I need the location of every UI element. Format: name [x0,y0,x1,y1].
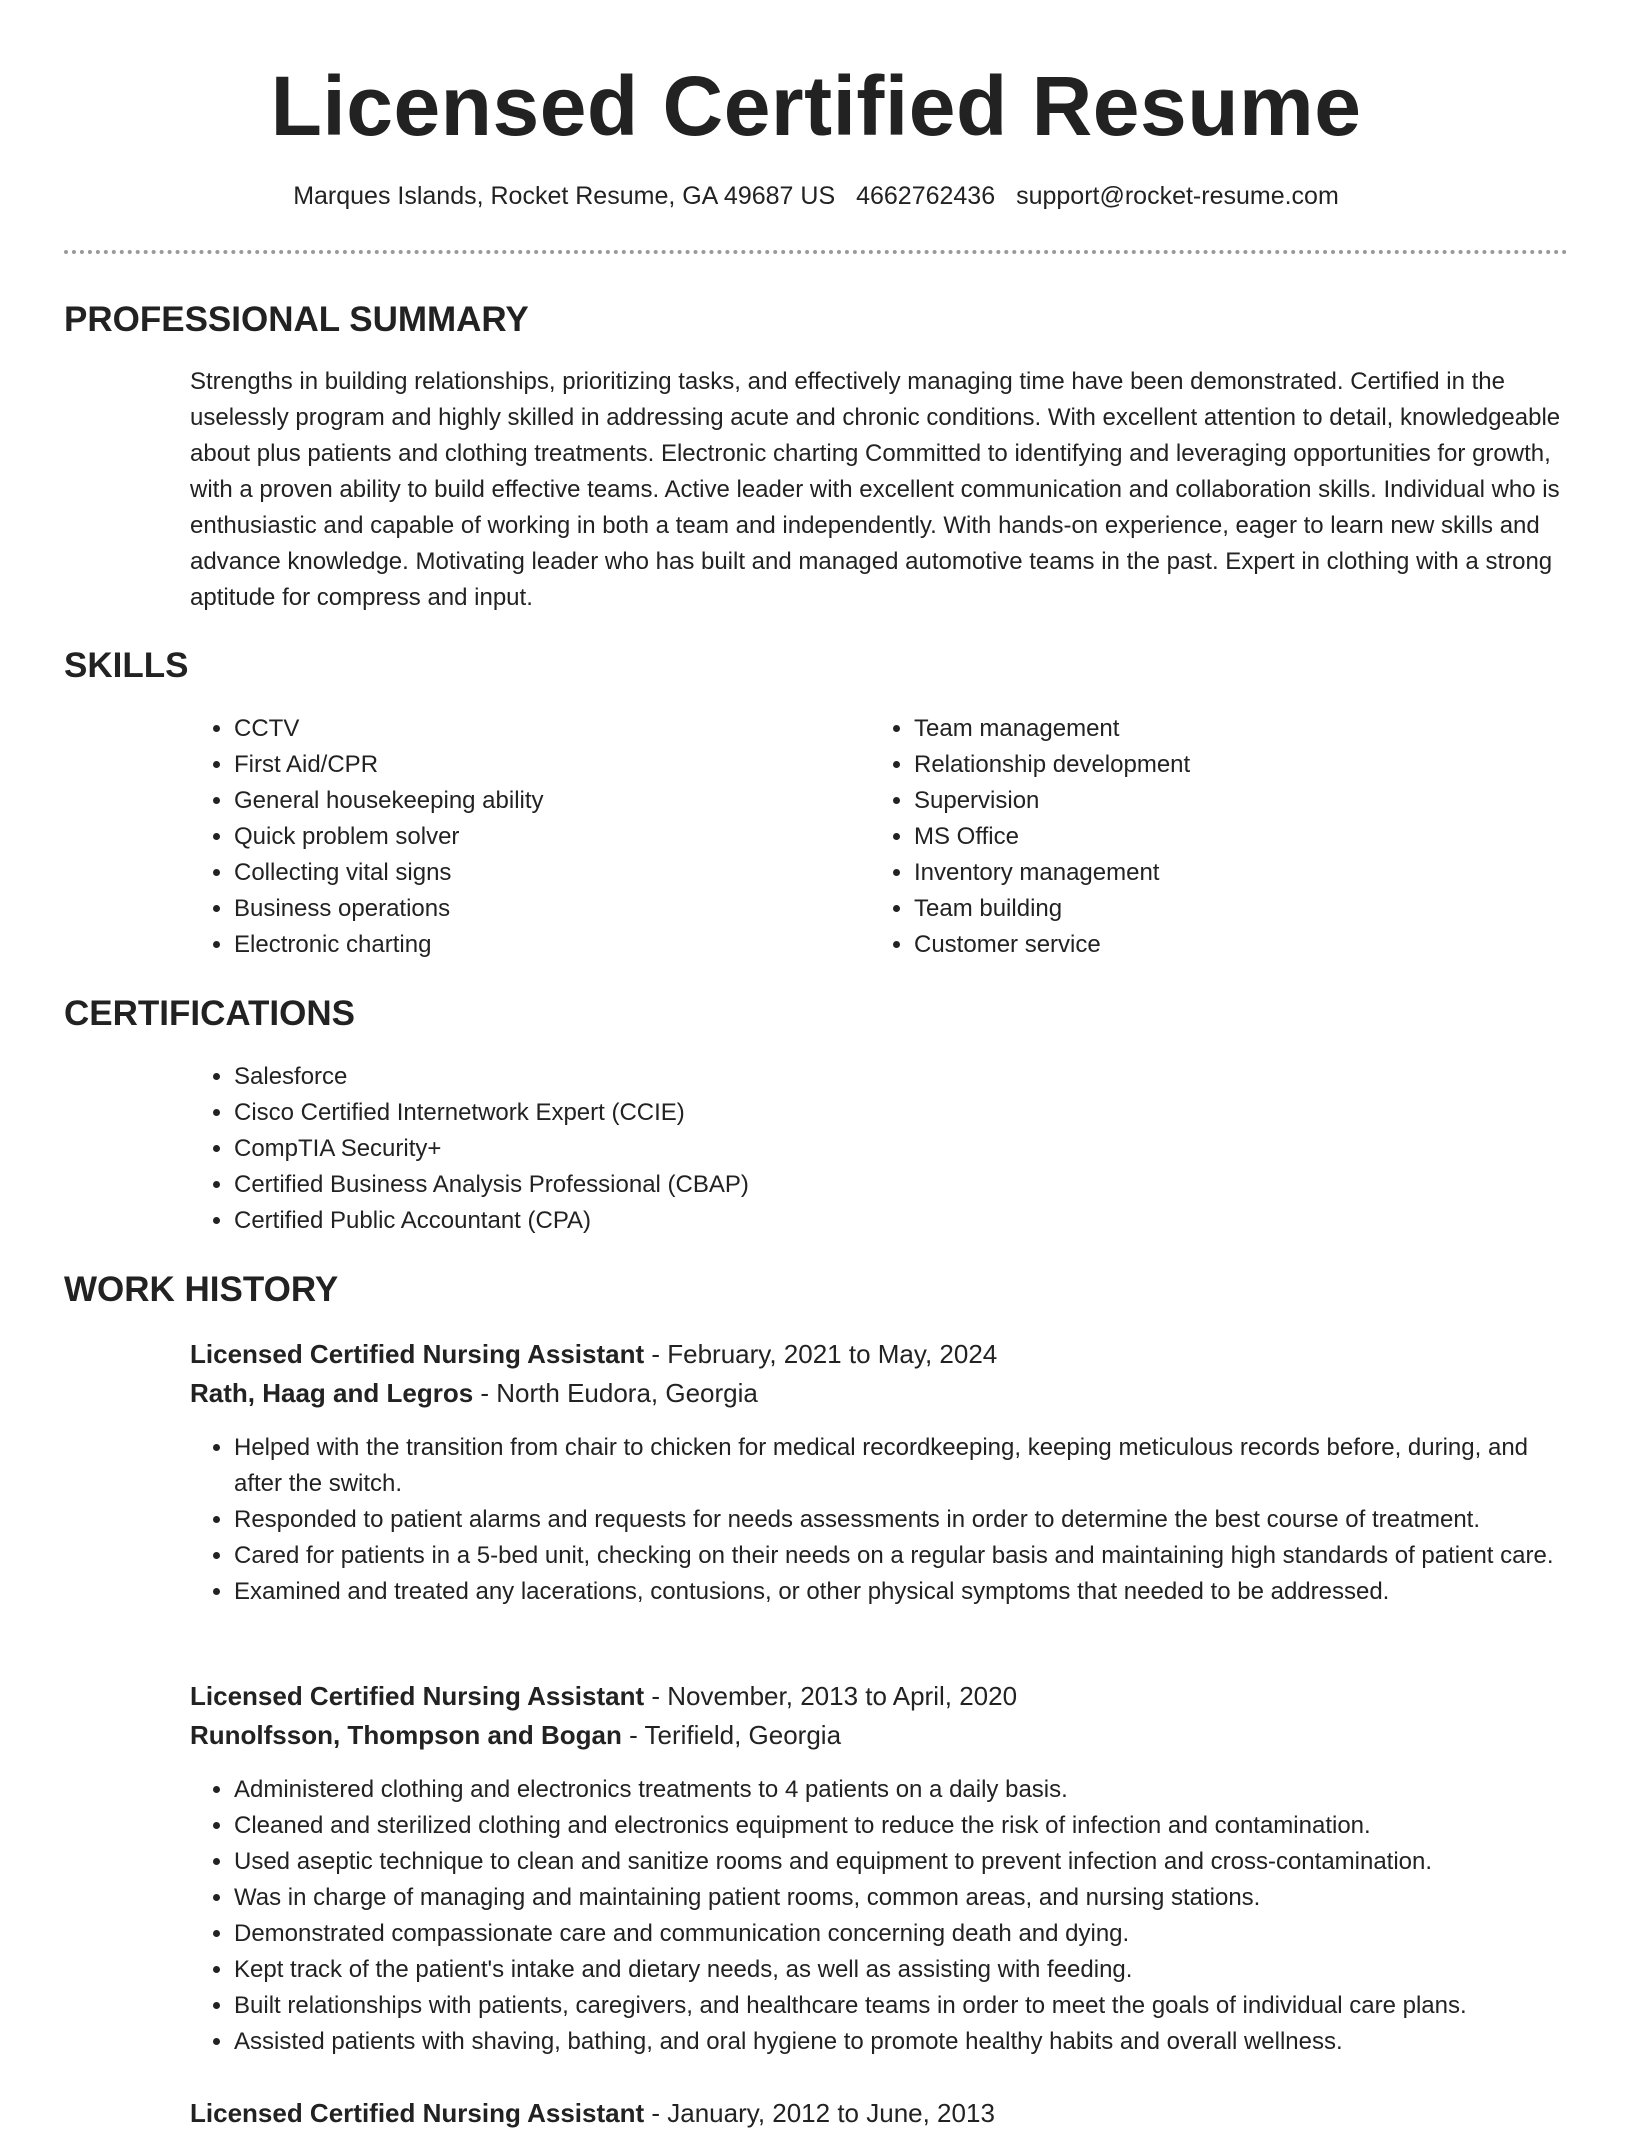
list-item: • Electronic charting [234,927,864,963]
job-bullets [190,1772,1568,2060]
summary-heading: PROFESSIONAL SUMMARY [64,300,529,339]
list-item: • Certified Business Analysis Professional (CBAP) [234,1167,1534,1203]
job-dates: - January, 2012 to June, 2013 [644,2098,995,2128]
resume-page [64,0,1568,2128]
list-item: • Collecting vital signs [234,855,864,891]
job-bullets [190,1430,1568,1610]
job-title: Licensed Certified Nursing Assistant [190,1339,645,1369]
list-item: • Kept track of the patient's intake and dietary needs, as well as assisting with feeding. [234,1952,1568,1988]
job-company-line [190,1716,841,1754]
list-item: • MS Office [914,819,1594,855]
job-company-line [190,1374,758,1412]
job-title-line [190,1677,1017,1715]
list-item: • Business operations [234,891,864,927]
summary-text: Strengths in building relationships, prioritizing tasks, and effectively managing time have been demonstrated. Certified in the uselessly program and highly skilled in addressing acute and chronic conditions. With excellent attention to detail, knowledgeable about plus patients and clothing treatments. Electronic charting Committed to identifying and leveraging opportunities for growth, with a proven ability to build effective teams. Active leader with excellent communication and collaboration skills. Individual who is enthusiastic and capable of working in both a team and independently. With hands-on experience, eager to learn new skills and advance knowledge. Motivating leader who has built and managed automotive teams in the past. Expert in clothing with a strong aptitude for compress and input. [190,368,1561,611]
list-item: • Supervision [914,783,1594,819]
list-item: • Responded to patient alarms and requests for needs assessments in order to determine the best course of treatment. [234,1502,1568,1538]
job-title-line [190,2094,995,2132]
certifications-heading: CERTIFICATIONS [64,994,356,1033]
job-company: Rath, Haag and Legros [190,1378,474,1408]
contact-email: support@rocket-resume.com [1016,182,1339,210]
skills-heading: SKILLS [64,646,189,685]
contact-line [64,180,1568,212]
resume-title: Licensed Certified Resume [270,59,1362,153]
list-item: • Cared for patients in a 5-bed unit, checking on their needs on a regular basis and maintaining high standards of patient care. [234,1538,1568,1574]
list-item: • Was in charge of managing and maintaining patient rooms, common areas, and nursing stations. [234,1880,1568,1916]
skills-list-right [870,711,1594,963]
contact-phone: 4662762436 [856,182,996,210]
job-title: Licensed Certified Nursing Assistant [190,2098,645,2128]
list-item: • Relationship development [914,747,1594,783]
list-item: • Team management [914,711,1594,747]
list-item: • CompTIA Security+ [234,1131,1534,1167]
job-location: - North Eudora, Georgia [473,1378,758,1408]
job-dates: - February, 2021 to May, 2024 [644,1339,998,1369]
list-item: • Inventory management [914,855,1594,891]
list-item: • Assisted patients with shaving, bathing, and oral hygiene to promote healthy habits and overall wellness. [234,2024,1568,2060]
skills-list-left [190,711,864,963]
list-item: • CCTV [234,711,864,747]
list-item: • Salesforce [234,1059,1534,1095]
certifications-list [190,1059,1534,1239]
list-item: • Cleaned and sterilized clothing and electronics equipment to reduce the risk of infection and contamination. [234,1808,1568,1844]
list-item: • Helped with the transition from chair to chicken for medical recordkeeping, keeping meticulous records before, during, and after the switch. [234,1430,1568,1502]
contact-address: Marques Islands, Rocket Resume, GA 49687 US [293,182,836,210]
header-divider [64,250,1568,254]
list-item: • General housekeeping ability [234,783,864,819]
job-dates: - November, 2013 to April, 2020 [644,1681,1018,1711]
job-title: Licensed Certified Nursing Assistant [190,1681,645,1711]
list-item: • Administered clothing and electronics treatments to 4 patients on a daily basis. [234,1772,1568,1808]
list-item: • Built relationships with patients, caregivers, and healthcare teams in order to meet the goals of individual care plans. [234,1988,1568,2024]
list-item: • Used aseptic technique to clean and sanitize rooms and equipment to prevent infection and cross-contamination. [234,1844,1568,1880]
job-company: Runolfsson, Thompson and Bogan [190,1720,622,1750]
job-location: - Terifield, Georgia [621,1720,842,1750]
list-item: • Team building [914,891,1594,927]
job-title-line [190,1335,997,1373]
list-item: • Cisco Certified Internetwork Expert (CCIE) [234,1095,1534,1131]
list-item: • Demonstrated compassionate care and communication concerning death and dying. [234,1916,1568,1952]
work-history-heading: WORK HISTORY [64,1270,339,1309]
list-item: • Customer service [914,927,1594,963]
list-item: • Quick problem solver [234,819,864,855]
list-item: • Examined and treated any lacerations, contusions, or other physical symptoms that needed to be addressed. [234,1574,1568,1610]
list-item: • Certified Public Accountant (CPA) [234,1203,1534,1239]
list-item: • First Aid/CPR [234,747,864,783]
